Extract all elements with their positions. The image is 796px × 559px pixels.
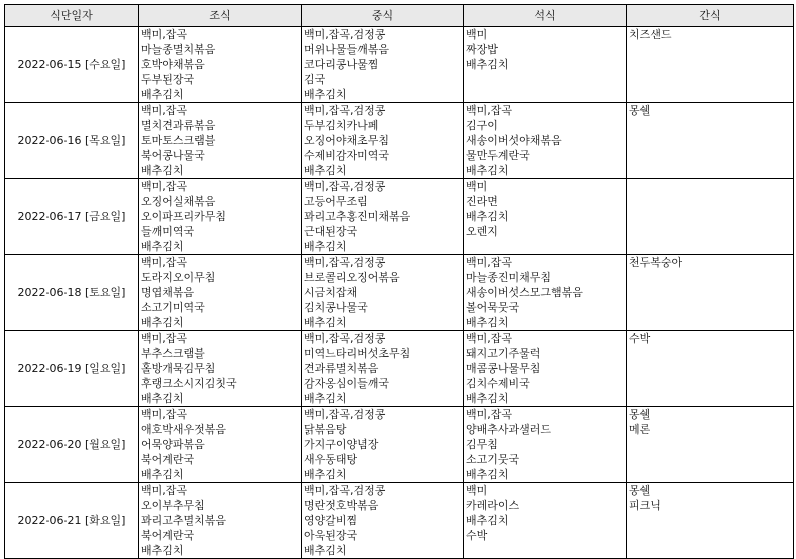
- menu-item: 배추김치: [141, 164, 184, 177]
- menu-item: 백미,잡곡: [141, 28, 188, 41]
- menu-item: 배추김치: [141, 88, 184, 101]
- menu-item: 볼어묵뭇국: [466, 301, 520, 314]
- header-date: 식단일자: [5, 5, 139, 27]
- menu-item: 머위나물들깨볶음: [304, 43, 390, 56]
- breakfast-cell: [139, 407, 302, 483]
- menu-item: 김구이: [466, 119, 498, 132]
- date-cell: 2022-06-19 [일요일]: [5, 331, 139, 407]
- breakfast-cell: [139, 331, 302, 407]
- breakfast-cell: [139, 27, 302, 103]
- menu-item: 후랭크소시지김칫국: [141, 377, 237, 390]
- menu-item: 영양갈비찜: [304, 514, 358, 527]
- menu-item: 오징어실채볶음: [141, 195, 216, 208]
- menu-item: 호박야채볶음: [141, 58, 205, 71]
- menu-item: 카레라이스: [466, 499, 520, 512]
- menu-item: 오렌지: [466, 225, 498, 238]
- menu-item: 몽쉘: [629, 104, 651, 117]
- dinner-cell: [464, 255, 627, 331]
- menu-item: 백미,잡곡: [141, 256, 188, 269]
- menu-item: 명란젓호박볶음: [304, 499, 379, 512]
- menu-item: 김치수제비국: [466, 377, 530, 390]
- menu-item: 오징어야채초무침: [304, 134, 390, 147]
- menu-item: 배추김치: [466, 316, 509, 329]
- menu-item: 수제비감자미역국: [304, 149, 390, 162]
- table-row: [5, 255, 794, 331]
- menu-item: 백미: [466, 180, 488, 193]
- menu-item: 김치콩나물국: [304, 301, 368, 314]
- menu-item: 매콤콩나물무침: [466, 362, 541, 375]
- lunch-cell: [302, 331, 464, 407]
- menu-item: 배추김치: [304, 544, 347, 557]
- menu-item: 명엽채볶음: [141, 286, 195, 299]
- breakfast-cell: [139, 483, 302, 559]
- date-cell: 2022-06-15 [수요일]: [5, 27, 139, 103]
- dinner-cell: [464, 407, 627, 483]
- dinner-cell: [464, 27, 627, 103]
- menu-item: 꽈리고추멸치볶음: [141, 514, 227, 527]
- menu-item: 백미,잡곡: [141, 408, 188, 421]
- menu-item: 미역느타리버섯초무침: [304, 347, 411, 360]
- menu-item: 진라면: [466, 195, 498, 208]
- menu-item: 브로콜리오징어볶음: [304, 271, 400, 284]
- lunch-cell: [302, 483, 464, 559]
- breakfast-cell: [139, 103, 302, 179]
- snack-cell: [627, 27, 794, 103]
- menu-item: 배추김치: [141, 316, 184, 329]
- dinner-cell: [464, 103, 627, 179]
- menu-item: 돼지고기주물럭: [466, 347, 541, 360]
- lunch-cell: [302, 27, 464, 103]
- menu-item: 치즈샌드: [629, 28, 672, 41]
- table-body: [5, 27, 794, 559]
- menu-item: 부추스크램블: [141, 347, 205, 360]
- lunch-cell: [302, 255, 464, 331]
- menu-item: 소고기미역국: [141, 301, 205, 314]
- menu-item: 짜장밥: [466, 43, 498, 56]
- header-breakfast: 조식: [139, 5, 302, 27]
- table-header-row: [5, 5, 794, 27]
- menu-item: 근대된장국: [304, 225, 358, 238]
- menu-item: 백미,잡곡: [466, 256, 513, 269]
- menu-item: 소고기뭇국: [466, 453, 520, 466]
- dinner-cell: [464, 483, 627, 559]
- menu-item: 백미,잡곡,검정콩: [304, 408, 386, 421]
- menu-item: 배추김치: [304, 88, 347, 101]
- snack-cell: [627, 483, 794, 559]
- menu-item: 배추김치: [466, 392, 509, 405]
- table-row: [5, 331, 794, 407]
- menu-item: 백미,잡곡,검정콩: [304, 256, 386, 269]
- menu-item: 메론: [629, 423, 651, 436]
- menu-item: 북어콩나물국: [141, 149, 205, 162]
- menu-item: 배추김치: [141, 240, 184, 253]
- menu-item: 양배추사과샐러드: [466, 423, 552, 436]
- dinner-cell: [464, 331, 627, 407]
- menu-item: 배추김치: [141, 392, 184, 405]
- meal-menu-table: [4, 4, 794, 559]
- menu-item: 견과류멸치볶음: [304, 362, 379, 375]
- menu-item: 어묵양파볶음: [141, 438, 205, 451]
- snack-cell: [627, 103, 794, 179]
- menu-item: 코다리콩나물찜: [304, 58, 379, 71]
- snack-cell: [627, 331, 794, 407]
- menu-item: 마늘종멸치볶음: [141, 43, 216, 56]
- table-row: [5, 407, 794, 483]
- menu-item: 꽈리고추홍진미채볶음: [304, 210, 411, 223]
- menu-item: 수박: [629, 332, 651, 345]
- menu-item: 애호박새우젓볶음: [141, 423, 227, 436]
- header-lunch: 중식: [302, 5, 464, 27]
- menu-item: 배추김치: [466, 58, 509, 71]
- lunch-cell: [302, 179, 464, 255]
- menu-item: 백미,잡곡,검정콩: [304, 104, 386, 117]
- menu-item: 배추김치: [466, 468, 509, 481]
- menu-item: 홀방개묵김무침: [141, 362, 216, 375]
- menu-item: 배추김치: [466, 210, 509, 223]
- menu-item: 백미,잡곡: [466, 332, 513, 345]
- menu-item: 김국: [304, 73, 326, 86]
- table-row: [5, 483, 794, 559]
- date-cell: 2022-06-20 [월요일]: [5, 407, 139, 483]
- menu-item: 백미,잡곡: [466, 408, 513, 421]
- menu-item: 백미,잡곡,검정콩: [304, 332, 386, 345]
- table-row: [5, 179, 794, 255]
- table-row: [5, 103, 794, 179]
- menu-item: 배추김치: [141, 544, 184, 557]
- menu-item: 배추김치: [304, 240, 347, 253]
- menu-item: 마늘종진미채무침: [466, 271, 552, 284]
- date-cell: 2022-06-18 [토요일]: [5, 255, 139, 331]
- menu-item: 시금치잡채: [304, 286, 358, 299]
- breakfast-cell: [139, 179, 302, 255]
- menu-item: 백미: [466, 28, 488, 41]
- menu-item: 배추김치: [304, 164, 347, 177]
- menu-item: 백미,잡곡: [141, 332, 188, 345]
- menu-item: 백미,잡곡,검정콩: [304, 28, 386, 41]
- menu-item: 새우동태탕: [304, 453, 358, 466]
- snack-cell: [627, 407, 794, 483]
- menu-item: 배추김치: [466, 164, 509, 177]
- menu-item: 배추김치: [141, 468, 184, 481]
- menu-item: 토마토스크램블: [141, 134, 216, 147]
- menu-item: 배추김치: [304, 392, 347, 405]
- menu-item: 가지구이양념장: [304, 438, 379, 451]
- menu-item: 두부된장국: [141, 73, 195, 86]
- header-snack: 간식: [627, 5, 794, 27]
- date-cell: 2022-06-16 [목요일]: [5, 103, 139, 179]
- menu-item: 몽쉘: [629, 484, 651, 497]
- menu-item: 배추김치: [304, 316, 347, 329]
- menu-item: 고등어무조림: [304, 195, 368, 208]
- lunch-cell: [302, 103, 464, 179]
- menu-item: 물만두계란국: [466, 149, 530, 162]
- lunch-cell: [302, 407, 464, 483]
- date-cell: 2022-06-21 [화요일]: [5, 483, 139, 559]
- menu-item: 피크닉: [629, 499, 661, 512]
- menu-item: 두부김치카나페: [304, 119, 379, 132]
- menu-item: 백미,잡곡: [141, 104, 188, 117]
- menu-item: 새송이버섯스모그햄볶음: [466, 286, 583, 299]
- menu-item: 아욱된장국: [304, 529, 358, 542]
- menu-item: 백미,잡곡: [466, 104, 513, 117]
- menu-item: 백미,잡곡: [141, 180, 188, 193]
- menu-item: 멸치견과류볶음: [141, 119, 216, 132]
- snack-cell: [627, 179, 794, 255]
- table-row: [5, 27, 794, 103]
- menu-item: 수박: [466, 529, 488, 542]
- menu-item: 오이부추무침: [141, 499, 205, 512]
- menu-item: 들깨미역국: [141, 225, 195, 238]
- menu-item: 백미: [466, 484, 488, 497]
- menu-item: 백미,잡곡: [141, 484, 188, 497]
- menu-item: 북어계란국: [141, 453, 195, 466]
- menu-item: 김무침: [466, 438, 498, 451]
- menu-item: 감자옹심이들깨국: [304, 377, 390, 390]
- menu-item: 오이파프리카무침: [141, 210, 227, 223]
- menu-item: 백미,잡곡,검정콩: [304, 180, 386, 193]
- menu-item: 천두복숭아: [629, 256, 683, 269]
- menu-item: 도라지오이무침: [141, 271, 216, 284]
- date-cell: 2022-06-17 [금요일]: [5, 179, 139, 255]
- breakfast-cell: [139, 255, 302, 331]
- menu-item: 몽쉘: [629, 408, 651, 421]
- snack-cell: [627, 255, 794, 331]
- header-dinner: 석식: [464, 5, 627, 27]
- menu-item: 새송이버섯야채볶음: [466, 134, 562, 147]
- menu-item: 백미,잡곡,검정콩: [304, 484, 386, 497]
- dinner-cell: [464, 179, 627, 255]
- menu-item: 북어계란국: [141, 529, 195, 542]
- menu-item: 닭볶음탕: [304, 423, 347, 436]
- menu-item: 배추김치: [304, 468, 347, 481]
- menu-item: 배추김치: [466, 514, 509, 527]
